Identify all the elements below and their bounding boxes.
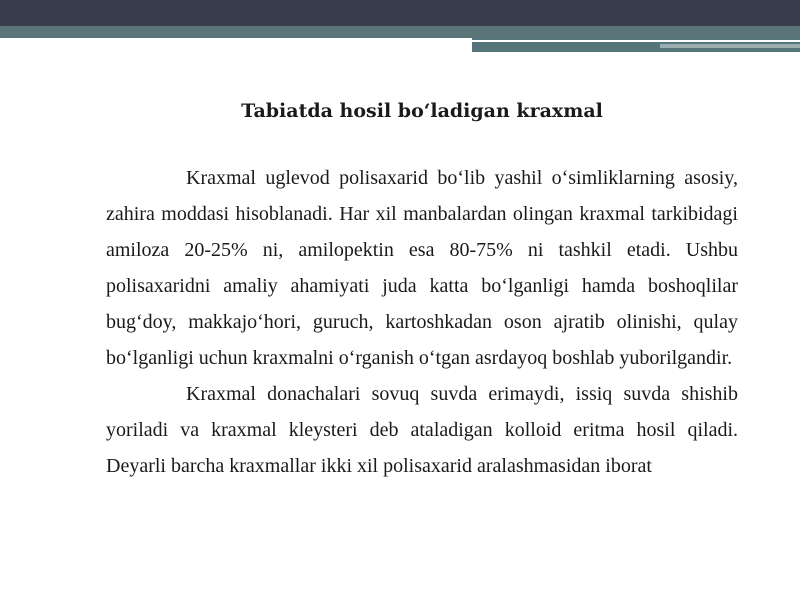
- slide-title: Tabiatda hosil bo‘ladigan kraxmal: [241, 100, 603, 122]
- body-paragraph: Kraxmal uglevod polisaxarid bo‘lib yashil o‘simliklarning asosiy, zahira moddasi hisoblanadi. Har xil manbalardan olingan kraxmal tarkibidagi amiloza 20-25% ni, amilopektin esa 80-75% ni tashkil etadi. Ushbu polisaxaridni amaliy ahamiyati juda katta bo‘lganligi hamda boshoqlilar bug‘doy, makkajo‘hori, guruch, kartoshkadan oson ajratib olinishi, qulay bo‘lganligi uchun kraxmalni o‘rganish o‘tgan asrdayoq boshlab yuborilgandir.: [106, 167, 738, 369]
- slide-header-fade: [660, 44, 800, 48]
- slide-body: [106, 160, 738, 484]
- slide-header-divider: [472, 40, 800, 42]
- slide-header-bar: [0, 0, 800, 26]
- body-paragraph: Kraxmal donachalari sovuq suvda erimaydi, issiq suvda shishib yoriladi va kraxmal kleysteri deb ataladigan kolloid eritma hosil qiladi. Deyarli barcha kraxmallar ikki xil polisaxarid aralashmasidan iborat: [106, 383, 738, 477]
- slide-header-accent: [0, 26, 800, 38]
